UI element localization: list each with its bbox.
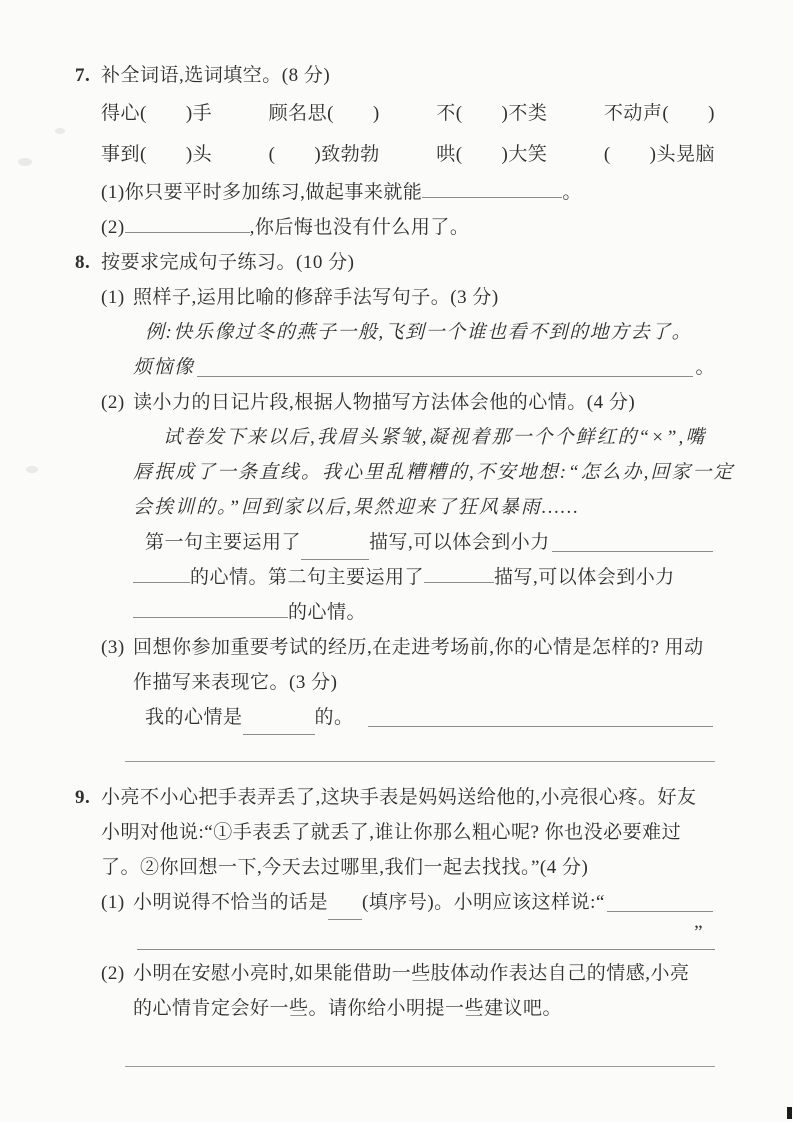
answer-blank	[301, 533, 369, 560]
answer-blank	[197, 350, 694, 377]
word-item: 事到( )头	[101, 144, 213, 165]
word-item: 哄( )大笑	[436, 144, 548, 165]
word-item: 不动声( )	[603, 103, 715, 124]
question-7-item-2	[101, 210, 715, 245]
mood-pre-text: 我的心情是	[145, 707, 243, 728]
answer-line	[137, 946, 715, 950]
diary-line: 试卷发下来以后,我眉头紧皱,凝视着那一个个鲜红的“×”,嘴	[163, 427, 707, 448]
sub-item-label: (2)	[101, 963, 125, 984]
word-item: 顾名思( )	[268, 103, 380, 124]
question-7-section	[75, 58, 715, 245]
sub-item-text: 读小力的日记片段,根据人物描写方法体会他的心情。(4 分)	[133, 392, 636, 413]
word-item: ( )头晃脑	[603, 144, 715, 165]
closing-quote: ”	[694, 922, 703, 943]
question-9-text: 小明对他说:“①手表丢了就丢了,谁让你那么粗心呢? 你也没必要难过	[101, 822, 682, 843]
analysis-line-1	[133, 525, 715, 560]
page-corner-mark	[787, 1107, 792, 1119]
mood-mid-text: 的。	[314, 707, 354, 728]
answer-line	[125, 1040, 715, 1067]
question-8-title: 按要求完成句子练习。(10 分)	[101, 252, 355, 273]
analysis-text: 描写,可以体会到小力	[369, 532, 550, 553]
diary-line: 会挨训的。”回到家以后,果然迎来了狂风暴雨……	[133, 497, 580, 518]
question-9-text: 了。②你回想一下,今天去过哪里,我们一起去找找。”(4 分)	[101, 857, 589, 878]
answer-blank	[422, 179, 562, 198]
analysis-text: 的心情。	[288, 602, 367, 623]
sub-item-label: (1)	[101, 182, 125, 203]
sub-item-label: (3)	[101, 637, 125, 658]
sub-item-text: 小明在安慰小亮时,如果能借助一些肢体动作表达自己的情感,小亮	[133, 963, 690, 984]
sub-item-label: (1)	[101, 892, 125, 913]
sub-item-label: (1)	[101, 287, 125, 308]
question-8-sub-3	[101, 630, 715, 735]
analysis-text: 的心情。第二句主要运用了	[190, 567, 425, 588]
answer-blank	[125, 214, 250, 233]
analysis-line-3	[133, 595, 715, 630]
question-9-number: 9.	[75, 787, 91, 808]
scan-smudge	[55, 128, 65, 134]
diary-paragraph	[133, 420, 735, 525]
question-7-number: 7.	[75, 65, 91, 86]
example-sentence: 例:快乐像过冬的燕子一般,飞到一个谁也看不到的地方去了。	[145, 322, 693, 343]
sub-item-text: 的心情肯定会好一些。请你给小明提一些建议吧。	[133, 998, 563, 1019]
question-7-word-row-1	[101, 93, 715, 134]
sub-item-text: (填序号)。小明应该这样说:“	[362, 892, 605, 913]
analysis-text: 第一句主要运用了	[145, 532, 302, 553]
answer-blank	[243, 708, 315, 735]
question-8-sub-2	[101, 385, 735, 630]
answer-blank	[368, 700, 713, 727]
question-7-item-1	[101, 175, 715, 210]
question-9-sub-2	[101, 956, 715, 1026]
sub-item-text: 作描写来表现它。(3 分)	[133, 672, 338, 693]
sub-item-label: (2)	[101, 392, 125, 413]
answer-line	[125, 735, 715, 762]
question-9-text: 小亮不小心把手表弄丢了,这块手表是妈妈送给他的,小亮很心疼。好友	[101, 787, 697, 808]
sub-item-label: (2)	[101, 217, 125, 238]
sub-item-text: 照样子,运用比喻的修辞手法写句子。(3 分)	[133, 287, 499, 308]
analysis-line-2	[133, 560, 715, 595]
answer-blank	[133, 564, 190, 583]
sub-item-text: 小明说得不恰当的话是	[133, 892, 329, 913]
question-8-sub-1	[101, 280, 715, 385]
simile-fill-line	[133, 350, 715, 385]
question-8-section	[75, 245, 735, 762]
sub-item-text: 回想你参加重要考试的经历,在走进考场前,你的心情是怎样的? 用动	[133, 637, 704, 658]
scan-smudge	[18, 158, 32, 166]
scan-smudge	[26, 466, 38, 473]
diary-line: 唇抿成了一条直线。我心里乱糟糟的,不安地想:“怎么办,回家一定	[133, 462, 735, 483]
sub-item-text: 。	[562, 182, 582, 203]
word-item: 得心( )手	[101, 103, 213, 124]
mood-fill-line	[133, 700, 715, 735]
analysis-text: 描写,可以体会到小力	[494, 567, 675, 588]
answer-blank	[424, 564, 494, 583]
fill-pre-text: 烦恼像	[133, 357, 195, 378]
question-7-title: 补全词语,选词填空。(8 分)	[101, 65, 331, 86]
answer-blank	[552, 525, 713, 552]
sub-item-text: 你只要平时多加练习,做起事来就能	[124, 182, 423, 203]
answer-blank	[328, 893, 362, 920]
q9-fill-line	[133, 885, 715, 920]
sub-item-text: ,你后悔也没有什么用了。	[249, 217, 470, 238]
question-9-section	[75, 780, 715, 1067]
question-8-number: 8.	[75, 252, 91, 273]
fill-post-text: 。	[695, 357, 715, 378]
answer-blank	[133, 599, 288, 618]
question-7-word-row-2	[101, 134, 715, 175]
word-item: ( )致勃勃	[268, 144, 380, 165]
word-item: 不( )不类	[436, 103, 548, 124]
question-9-sub-1	[101, 885, 715, 950]
answer-blank	[607, 885, 713, 912]
